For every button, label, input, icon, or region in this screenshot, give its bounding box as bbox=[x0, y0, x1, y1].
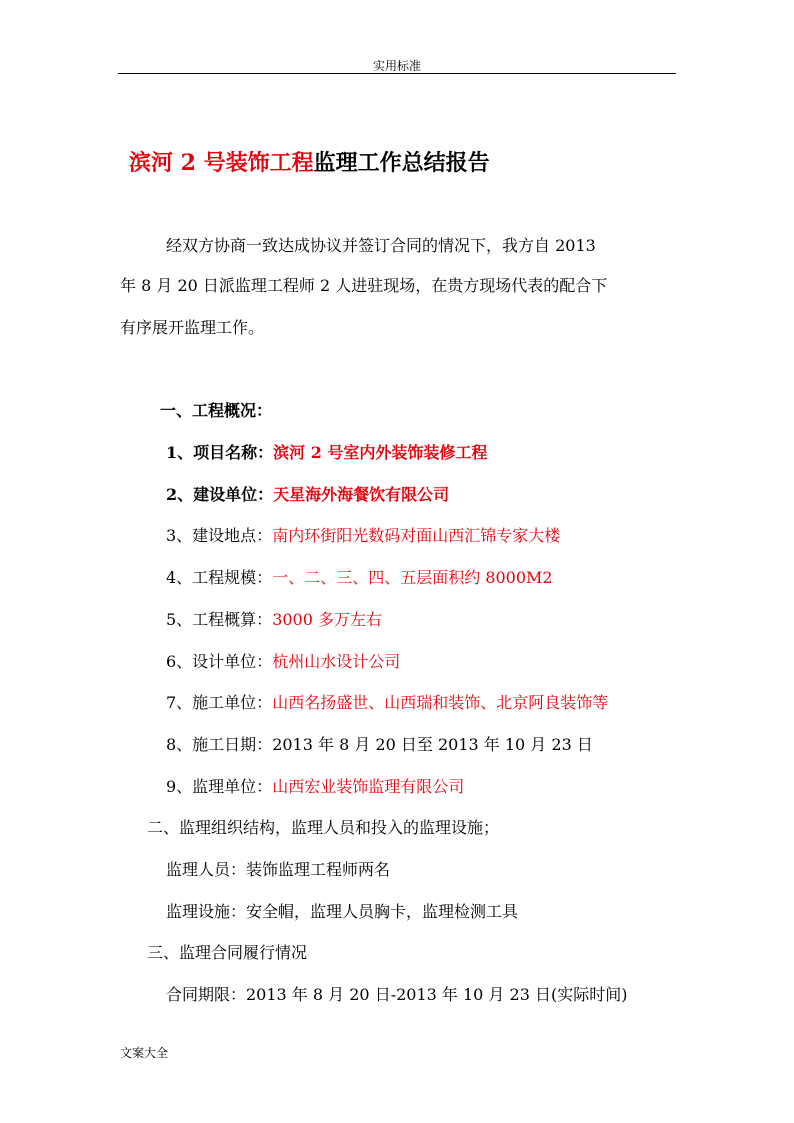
section-2-heading: 二、监理组织结构，监理人员和投入的监理设施； bbox=[147, 818, 500, 837]
item-value: 天星海外海餐饮有限公司 bbox=[273, 485, 450, 504]
overview-item bbox=[166, 440, 487, 463]
document-title bbox=[129, 146, 490, 177]
supervision-staff: 监理人员：装饰监理工程师两名 bbox=[166, 860, 391, 879]
item-label: 2、建设单位： bbox=[166, 485, 274, 504]
item-value: 南内环街阳光数码对面山西汇锦专家大楼 bbox=[272, 526, 561, 545]
header-divider bbox=[118, 73, 676, 74]
item-label: 3、建设地点： bbox=[166, 526, 273, 545]
item-value: 山西名扬盛世、山西瑞和装饰、北京阿良装饰等 bbox=[272, 693, 609, 712]
item-label: 1、项目名称： bbox=[166, 443, 274, 462]
item-label: 9、监理单位： bbox=[166, 777, 273, 796]
item-value: 2013 年 8 月 20 日至 2013 年 10 月 23 日 bbox=[272, 735, 593, 754]
overview-item bbox=[166, 523, 560, 546]
overview-item bbox=[166, 565, 553, 588]
item-label: 4、工程规模： bbox=[166, 568, 273, 587]
overview-item bbox=[166, 774, 464, 797]
section-1-heading: 一、工程概况： bbox=[160, 401, 273, 420]
item-value: 3000 多万左右 bbox=[272, 610, 382, 629]
item-value: 杭州山水设计公司 bbox=[272, 652, 401, 671]
item-label: 6、设计单位： bbox=[166, 652, 273, 671]
overview-item bbox=[166, 690, 608, 713]
overview-item bbox=[166, 607, 382, 630]
item-label: 5、工程概算： bbox=[166, 610, 273, 629]
intro-line-1: 经双方协商一致达成协议并签订合同的情况下，我方自 2013 bbox=[166, 236, 596, 255]
overview-item bbox=[166, 649, 400, 672]
intro-line-3: 有序展开监理工作。 bbox=[120, 318, 265, 337]
contract-period: 合同期限：2013 年 8 月 20 日-2013 年 10 月 23 日(实际时间) bbox=[166, 985, 628, 1004]
section-3-heading: 三、监理合同履行情况 bbox=[147, 943, 308, 962]
overview-item bbox=[166, 732, 593, 755]
item-value: 滨河 2 号室内外装饰装修工程 bbox=[273, 443, 488, 462]
title-report-name: 监理工作总结报告 bbox=[313, 150, 490, 176]
title-project-name: 滨河 2 号装饰工程 bbox=[129, 150, 314, 176]
intro-line-2: 年 8 月 20 日派监理工程师 2 人进驻现场，在贵方现场代表的配合下 bbox=[120, 276, 608, 295]
item-label: 7、施工单位： bbox=[166, 693, 273, 712]
overview-item bbox=[166, 482, 449, 505]
item-value: 山西宏业装饰监理有限公司 bbox=[272, 777, 465, 796]
page-header: 实用标准 bbox=[372, 59, 421, 73]
item-label: 8、施工日期： bbox=[166, 735, 273, 754]
supervision-facilities: 监理设施：安全帽，监理人员胸卡，监理检测工具 bbox=[166, 902, 519, 921]
page-footer: 文案大全 bbox=[120, 1046, 169, 1060]
item-value: 一、二、三、四、五层面积约 8000M2 bbox=[272, 568, 553, 587]
